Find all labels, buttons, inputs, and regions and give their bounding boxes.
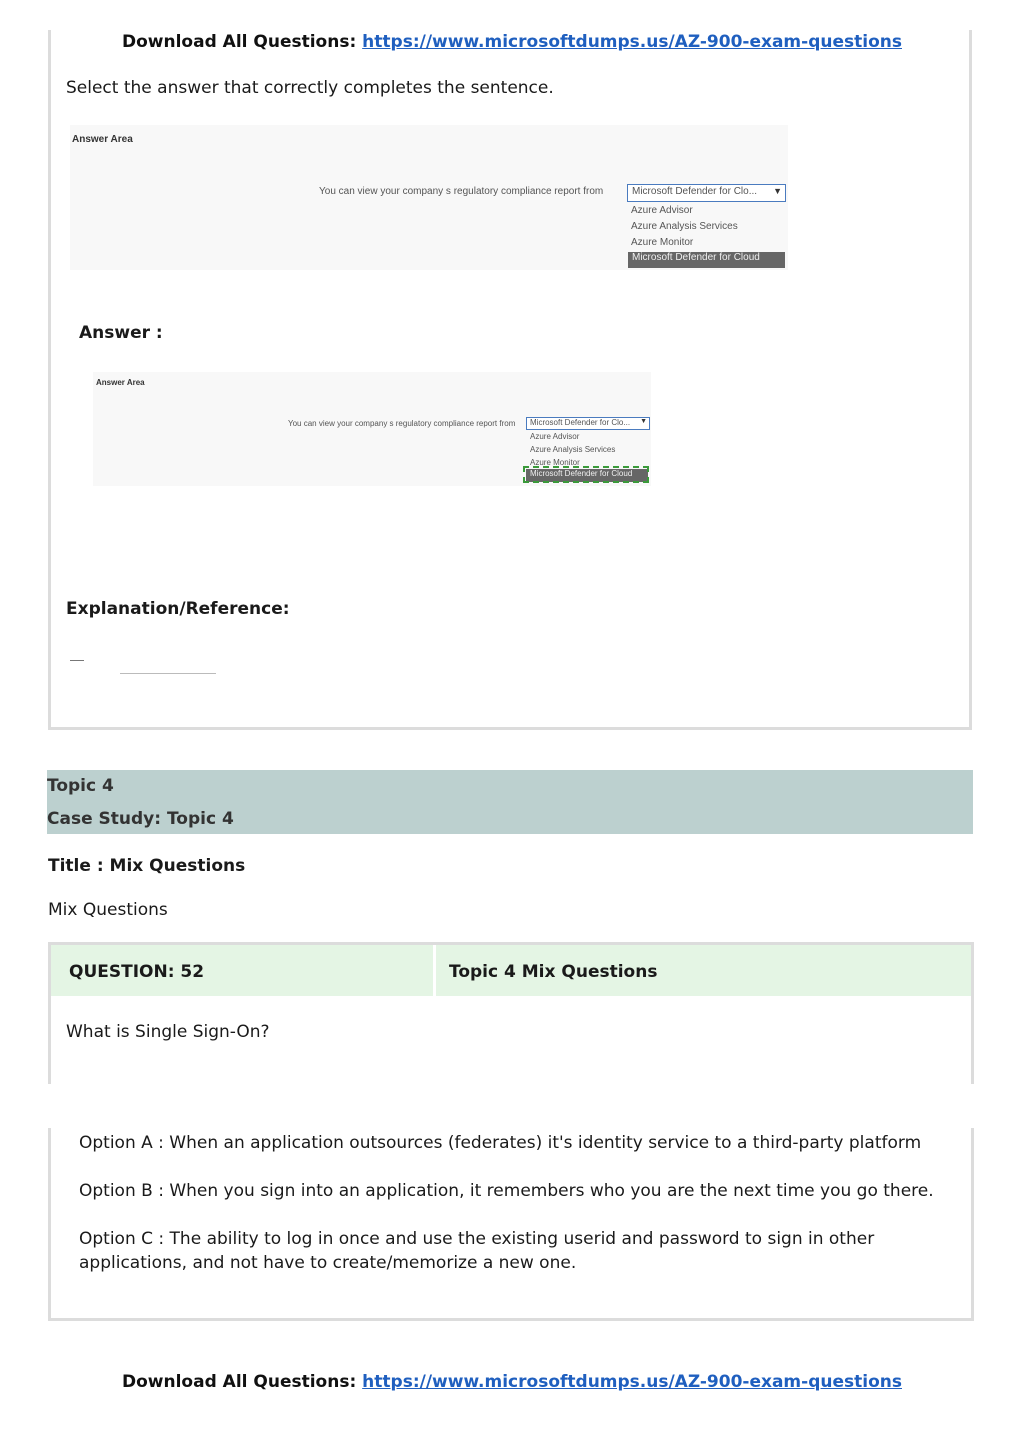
- dropdown-option[interactable]: Azure Advisor: [631, 205, 693, 216]
- answer-image: [93, 372, 651, 486]
- case-study-name: Case Study: Topic 4: [47, 809, 234, 829]
- correct-answer-option: Microsoft Defender for Cloud: [526, 469, 648, 482]
- topic-band: [47, 770, 973, 834]
- download-link[interactable]: https://www.microsoftdumps.us/AZ-900-exam-questions: [362, 32, 902, 52]
- thumb-line: [70, 660, 84, 661]
- download-label: Download All Questions:: [122, 32, 357, 52]
- dropdown-option-selected[interactable]: Microsoft Defender for Cloud: [628, 252, 785, 268]
- topic-title: Title : Mix Questions: [48, 856, 246, 876]
- compliance-sentence: You can view your company s regulatory compliance report from: [319, 186, 604, 197]
- dropdown-selected-value: Microsoft Defender for Clo...: [632, 186, 758, 197]
- option-c[interactable]: Option C : The ability to log in once and use the existing userid and password to sign in other applications, and not have to create/memorize a new one.: [79, 1229, 875, 1273]
- instruction-text: Select the answer that correctly completes the sentence.: [66, 78, 554, 98]
- explanation-label: Explanation/Reference:: [66, 599, 290, 619]
- option-b[interactable]: Option B : When you sign into an application, it remembers who you are the next time you go there.: [79, 1181, 934, 1201]
- question-text: What is Single Sign-On?: [66, 1022, 270, 1042]
- chevron-down-icon: ▼: [773, 186, 782, 196]
- chevron-down-icon: ▼: [640, 418, 647, 425]
- compliance-dropdown[interactable]: [627, 184, 786, 202]
- thumb-line: [120, 673, 216, 674]
- answer-dropdown: [526, 417, 650, 430]
- dropdown-option: Azure Advisor: [530, 432, 580, 441]
- download-link[interactable]: https://www.microsoftdumps.us/AZ-900-exam-questions: [362, 1372, 902, 1392]
- option-a[interactable]: Option A : When an application outsources (federates) it's identity service to a third-party platform: [79, 1133, 922, 1153]
- dropdown-option[interactable]: Azure Analysis Services: [631, 221, 738, 232]
- topic-name: Topic 4: [47, 776, 114, 796]
- topic-subtitle: Mix Questions: [48, 900, 168, 920]
- question-category-cell: [436, 945, 971, 996]
- question-category: Topic 4 Mix Questions: [449, 962, 658, 982]
- options-card: [48, 1128, 974, 1321]
- answer-area-title: Answer Area: [72, 134, 133, 145]
- answer-label: Answer :: [79, 323, 163, 343]
- answer-area-title: Answer Area: [96, 378, 145, 387]
- explanation-image: [70, 660, 220, 678]
- dropdown-option: Azure Analysis Services: [530, 445, 616, 454]
- dropdown-option[interactable]: Azure Monitor: [631, 237, 694, 248]
- question-card: [48, 942, 974, 1084]
- dropdown-option: Azure Monitor: [530, 458, 580, 467]
- download-banner-bottom: [0, 1372, 1024, 1392]
- dropdown-selected-value: Microsoft Defender for Clo...: [530, 418, 631, 427]
- correct-answer-highlight: [523, 466, 649, 483]
- download-label: Download All Questions:: [122, 1372, 357, 1392]
- answer-area-image: [70, 125, 788, 270]
- compliance-sentence: You can view your company s regulatory compliance report from: [288, 419, 516, 428]
- question-number-cell: [51, 945, 433, 996]
- question-number: QUESTION: 52: [69, 962, 205, 982]
